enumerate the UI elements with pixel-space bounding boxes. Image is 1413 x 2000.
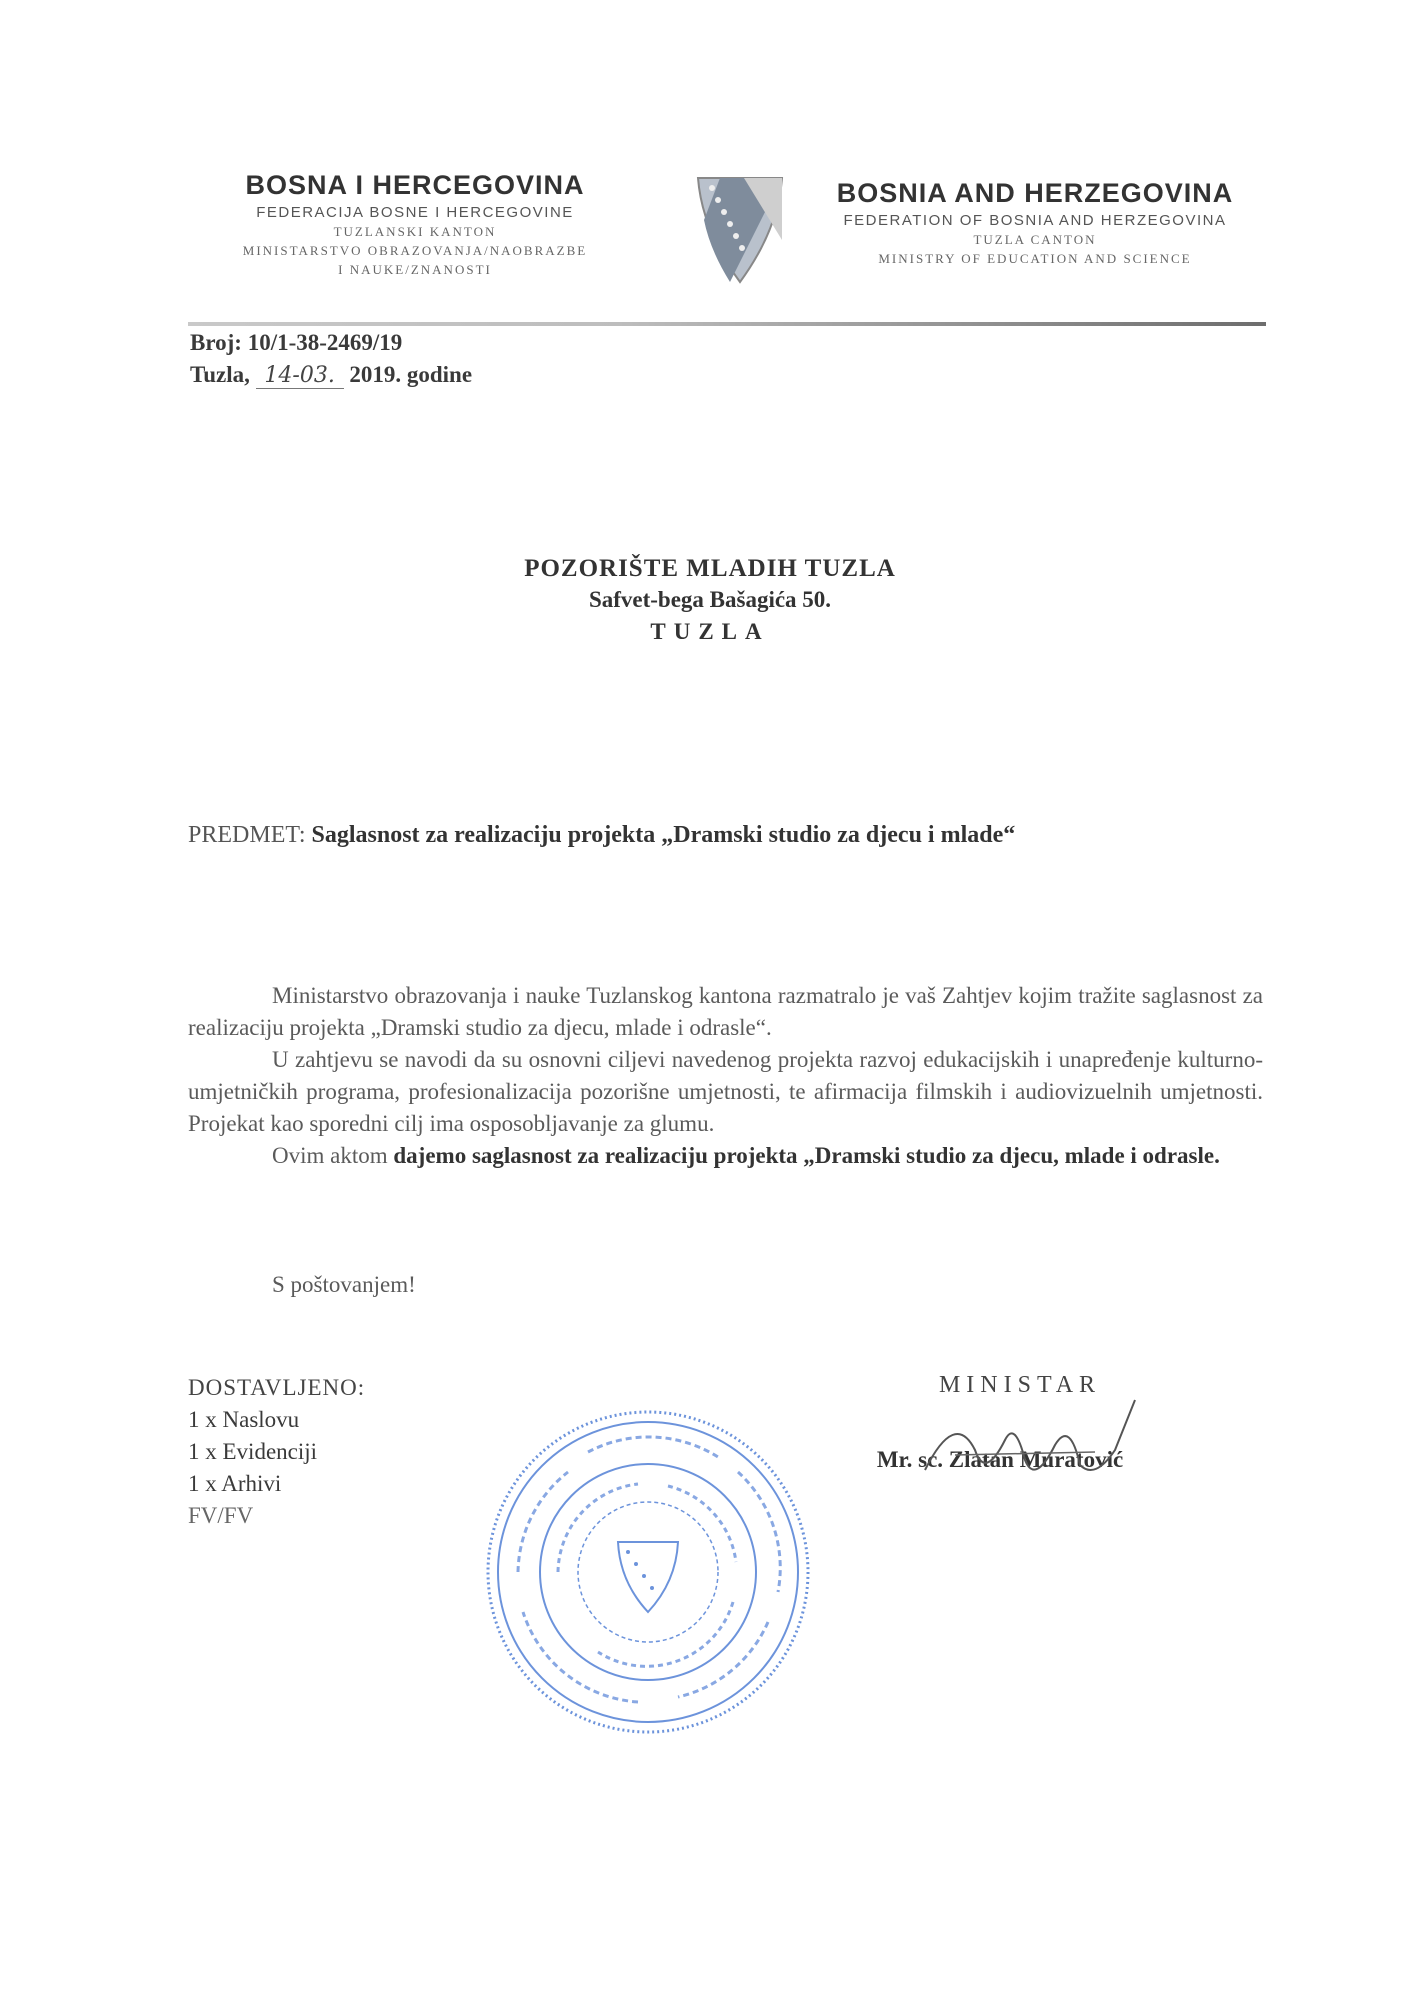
letterhead-ministry-en: MINISTRY OF EDUCATION AND SCIENCE [878,251,1192,266]
reference-number [190,330,402,356]
distribution-heading: DOSTAVLJENO: [188,1375,366,1400]
reference-place: Tuzla, [190,362,250,387]
letter-body [188,980,1263,1172]
distribution-initials: FV/FV [188,1503,254,1528]
recipient-street: Safvet-bega Bašagića 50. [588,587,832,612]
recipient-city: TUZLA [650,619,770,644]
body-paragraph-2: U zahtjevu se navodi da su osnovni ciljevi navedenog projekta razvoj edukacijskih i unapređenje kulturno-umjetničkih programa, profesionalizacija pozorišne umjetnosti, te afirmacija filmskih i audiovizuelnih umjetnosti. Projekat kao sporedni cilj ima osposobljavanje za glumu. [188,1047,1263,1136]
reference-date [190,362,472,389]
letterhead-english [810,178,1260,267]
letterhead-canton-bs: TUZLANSKI KANTON [333,224,497,239]
body-p3-bold: dajemo saglasnost za realizaciju projekta „Dramski studio za djecu, mlade i odrasle. [393,1143,1220,1168]
coat-of-arms-icon [690,170,790,290]
letterhead-canton-en: TUZLA CANTON [973,232,1097,247]
body-paragraph-3 [188,1140,1263,1172]
body-paragraph-1: Ministarstvo obrazovanja i nauke Tuzlanskog kantona razmatralo je vaš Zahtjev kojim tražite saglasnost za realizaciju projekta „Dramski studio za djecu, mlade i odrasle“. [188,983,1263,1040]
reference-number-value: 10/1-38-2469/19 [247,330,403,355]
letterhead-local [180,170,650,278]
reference-number-label: Broj: [190,330,242,355]
recipient-address [400,555,1020,645]
letterhead-ministry-bs-2: I NAUKE/ZNANOSTI [338,262,492,277]
letterhead-ministry-bs-1: MINISTARSTVO OBRAZOVANJA/NAOBRAZBE [242,243,588,258]
distribution-item: 1 x Evidenciji [188,1439,318,1464]
letterhead-country-en: BOSNIA AND HERZEGOVINA [836,178,1234,208]
letterhead-federation-bs: FEDERACIJA BOSNE I HERCEGOVINE [256,204,574,221]
signatory-title: MINISTAR [938,1372,1102,1398]
subject-line [188,822,1015,849]
distribution-item: 1 x Naslovu [188,1407,300,1432]
reference-year: 2019. godine [349,362,473,387]
letterhead-federation-en: FEDERATION OF BOSNIA AND HERZEGOVINA [843,212,1227,229]
body-p3-prefix: Ovim aktom [272,1143,388,1168]
letterhead-country-bs: BOSNA I HERCEGOVINA [245,170,585,200]
closing-greeting: S poštovanjem! [272,1272,416,1297]
distribution-list [188,1372,365,1532]
distribution-item: 1 x Arhivi [188,1471,282,1496]
signatory-name: Mr. sc. Zlatan Muratović [876,1447,1124,1472]
signature-icon [895,1390,1155,1510]
subject-label: PREDMET: [188,822,306,848]
subject-text: Saglasnost za realizaciju projekta „Dramski studio za djecu i mlade“ [311,822,1016,848]
official-round-stamp-icon [478,1402,818,1742]
handwritten-date: 14-03. [256,363,344,389]
recipient-name: POZORIŠTE MLADIH TUZLA [524,555,896,582]
letterhead-divider [188,322,1266,326]
